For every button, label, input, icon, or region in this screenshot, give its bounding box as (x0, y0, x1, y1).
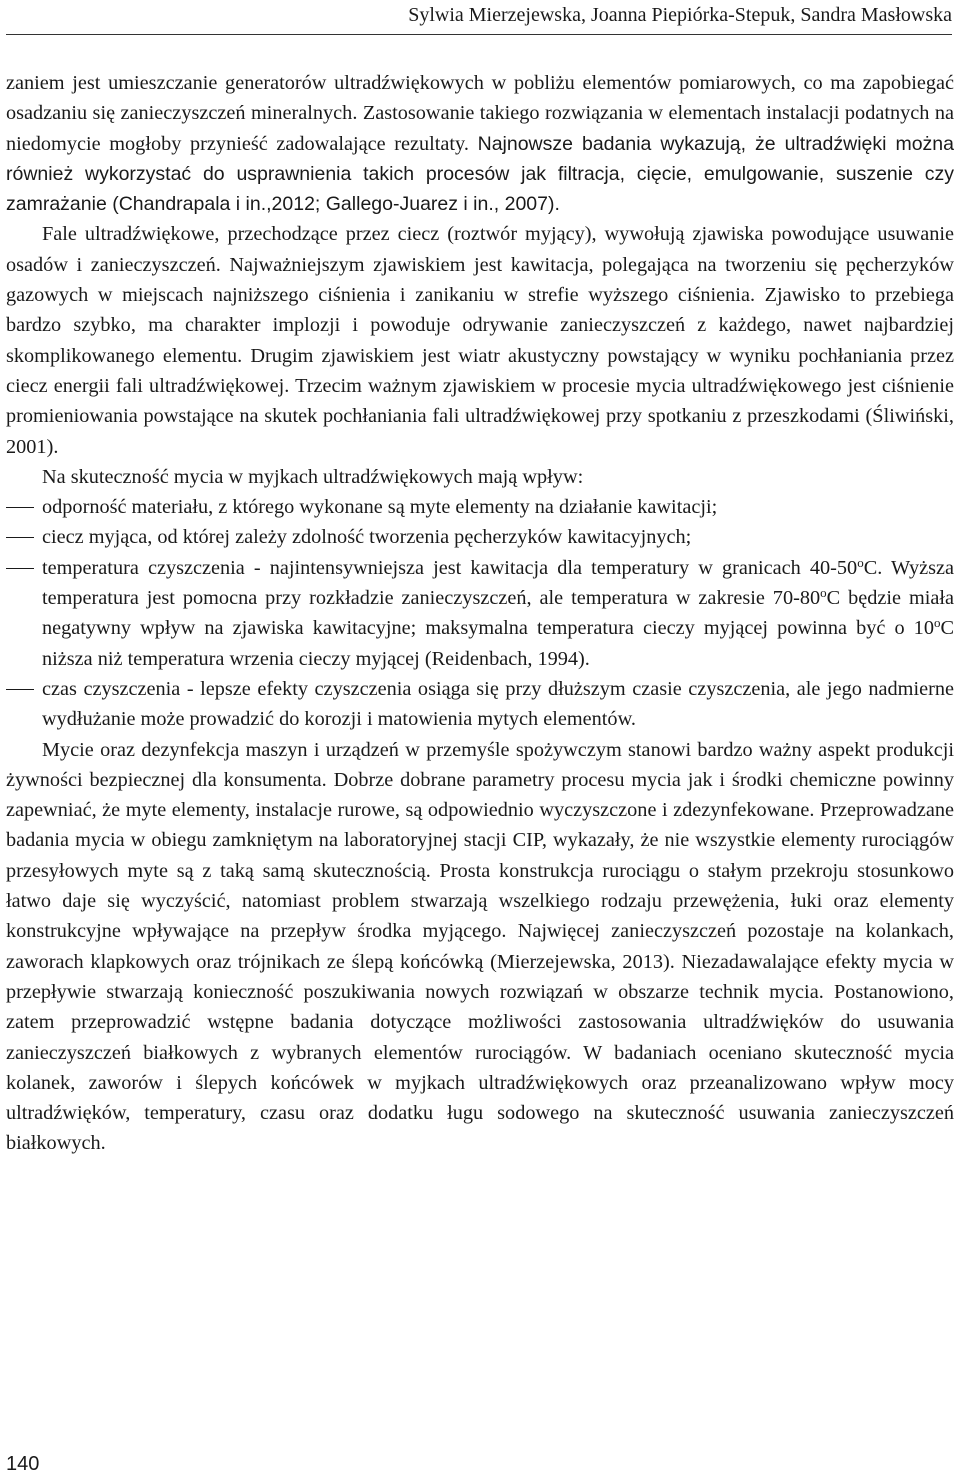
body-text (6, 68, 954, 1159)
paragraph-2: Fale ultradźwiękowe, przechodzące przez ciecz (roztwór myjący), wywołują zjawiska powodujące usuwanie osadów i zanieczyszczeń. Najważniejszym zjawiskiem jest kawitacja, polegająca na tworzeniu się pęcherzyków gazowych w miejscach najniższego ciśnienia i zanikaniu w strefie wyższego ciśnienia. Zjawisko to przebiega bardzo szybko, ma charakter implozji i powoduje odrywanie zanieczyszczeń z każdego, nawet najbardziej skomplikowanego elementu. Drugim zjawiskiem jest wiatr akustyczny powstający w wyniku pochłaniania przez ciecz energii fali ultradźwiękowej. Trzecim ważnym zjawiskiem w procesie mycia ultradźwiękowego jest ciśnienie promieniowania powstające na skutek pochłaniania fali ultradźwiękowej przy spotkaniu z przeszkodami (Śliwiński, 2001). (6, 223, 954, 458)
page-number: 140 (6, 1453, 40, 1475)
paragraph-4: Mycie oraz dezynfekcja maszyn i urządzeń w przemyśle spożywczym stanowi bardzo ważny aspekt produkcji żywności bezpiecznej dla konsumenta. Dobrze dobrane parametry procesu mycia jak i środki chemiczne powinny zapewniać, że myte elementy, instalacje rurowe, są odpowiednio wyczyszczone i zdezynfekowane. Przeprowadzane badania mycia w obiegu zamkniętym na laboratoryjnej stacji CIP, wykazały, że nie wszystkie elementy rurociągów przesyłowych myte są z taką samą skutecznością. Prosta konstrukcja rurociągu o stałym przekroju stosunkowo łatwo daje się wyczyścić, natomiast problem stwarzają wszelkiego rodzaju przewężenia, łuki oraz elementy konstrukcyjne wpływające na przepływ środka myjącego. Najwięcej zanieczyszczeń pozostaje na kolankach, zaworach klapkowych oraz trójnikach ze ślepą końcówką (Mierzejewska, 2013). Niezadawalające efekty mycia w przepływie stwarzają konieczność poszukiwania nowych rozwiązań w obszarze technik mycia. Postanowiono, zatem przeprowadzić wstępne badania dotyczące możliwości zastosowania ultradźwięków do usuwania zanieczyszczeń białkowych z wybranych elementów rurociągów. W badaniach oceniano skuteczność mycia kolanek, zaworów i ślepych końcówek w myjkach ultradźwiękowych oraz przeanalizowano wpływ mocy ultradźwięków, temperatury, czasu oraz dodatku ługu sodowego na skuteczność usuwania zanieczyszczeń białkowych. (6, 738, 954, 1155)
dash-marker (6, 537, 34, 538)
list-item-4-text: czas czyszczenia - lepsze efekty czyszczenia osiąga się przy dłuższym czasie czyszczenia, ale jego nadmierne wydłużanie może prowadzić do korozji i matowienia mytych elementów. (42, 677, 954, 731)
paragraph-1-serif: zaniem jest umieszczanie generatorów ultradźwiękowych w pobliżu elementów pomiarowych, co ma zapobiegać osadzaniu się zanieczyszczeń mineralnych. Zastosowanie takiego rozwiązania w elementach instalacji podatnych na niedomycie mogłoby przynieść zadowalające rezultaty. (6, 72, 954, 155)
list-item-3 (6, 553, 954, 674)
list-item-3-text-d: C niższa niż temperatura wrzenia cieczy myjącej (Reidenbach, 1994). (42, 617, 954, 670)
list-intro: Na skuteczność mycia w myjkach ultradźwiękowych mają wpływ: (42, 465, 584, 488)
list-item-2 (6, 522, 954, 552)
list-item-1 (6, 492, 954, 522)
list-item-1-text: odporność materiału, z którego wykonane są myte elementy na działanie kawitacji; (42, 496, 718, 519)
dash-marker (6, 689, 34, 690)
list-item-4 (6, 674, 954, 735)
paragraph-1 (6, 68, 954, 219)
paragraph-1-sans: Najnowsze badania wykazują, że ultradźwięki można również wykorzystać do usprawnienia takich procesów jak filtracja, cięcie, emulgowanie, suszenie czy zamrażanie (Chandrapala i in.,2012; Gallego-Juarez i in., 2007). (6, 132, 954, 216)
list-item-2-text: ciecz myjąca, od której zależy zdolność tworzenia pęcherzyków kawitacyjnych; (42, 526, 692, 549)
degree-superscript: o (933, 615, 941, 631)
running-header (6, 0, 952, 35)
degree-superscript: o (820, 585, 827, 601)
degree-superscript: o (857, 554, 864, 570)
header-authors: Sylwia Mierzejewska, Joanna Piepiórka-Stepuk, Sandra Masłowska (408, 4, 952, 26)
dash-marker (6, 507, 34, 508)
dash-marker (6, 568, 34, 569)
list-item-3-text-b: C. Wyższa temperatura jest pomocna przy rozkładzie zanieczyszczeń, ale temperatura w zakresie 70-80 (42, 556, 955, 610)
list-item-3-text-a: temperatura czyszczenia - najintensywniejsza jest kawitacja dla temperatury w granicach 40-50 (42, 556, 858, 579)
list-item-3-text-c: C będzie miała negatywny wpływ na zjawiska kawitacyjne; maksymalna temperatura cieczy myjącej powinna być o 10 (42, 587, 954, 640)
